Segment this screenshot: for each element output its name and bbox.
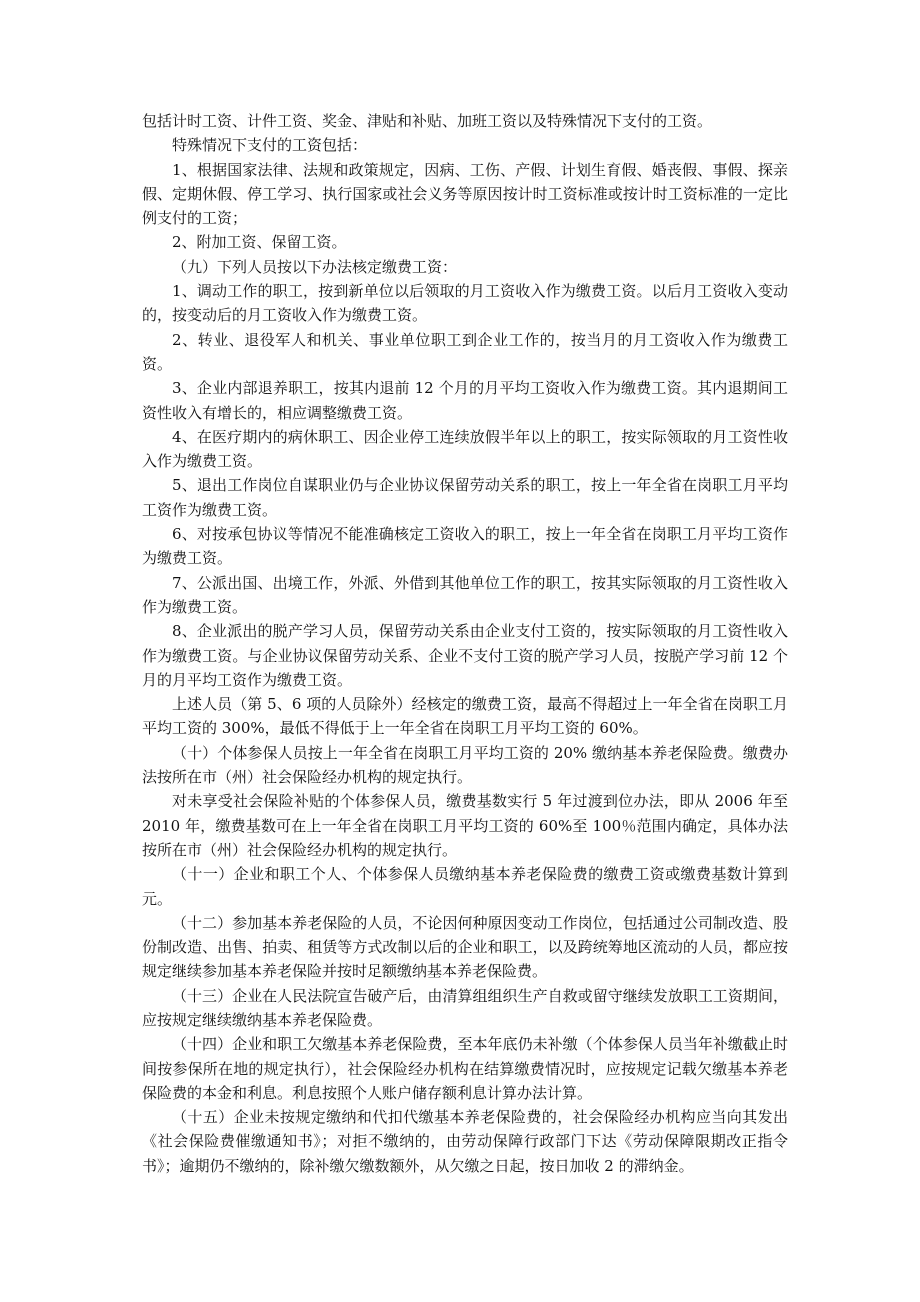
paragraph: 2、附加工资、保留工资。 <box>172 233 347 252</box>
paragraph: 上述人员（第 5、6 项的人员除外）经核定的缴费工资，最高不得超过上一年全省在岗职工月平均工资的 300%，最低不得低于上一年全省在岗职工月平均工资的 60%。 <box>142 695 788 738</box>
paragraph: 1、根据国家法律、法规和政策规定，因病、工伤、产假、计划生育假、婚丧假、事假、探亲假、定期休假、停工学习、执行国家或社会义务等原因按计时工资标准或按计时工资标准的一定比例支付的工资； <box>142 160 788 228</box>
section-paragraph: （十三）企业在人民法院宣告破产后，由清算组组织生产自救或留守继续发放职工工资期间，应按规定继续缴纳基本养老保险费。 <box>142 986 788 1029</box>
paragraph: 1、调动工作的职工，按到新单位以后领取的月工资收入作为缴费工资。以后月工资收入变动的，按变动后的月工资收入作为缴费工资。 <box>142 282 788 325</box>
paragraph: 4、在医疗期内的病休职工、因企业停工连续放假半年以上的职工，按实际领取的月工资性收入作为缴费工资。 <box>142 427 788 471</box>
section-paragraph: （十一）企业和职工个人、个体参保人员缴纳基本养老保险费的缴费工资或缴费基数计算到元。 <box>142 865 788 908</box>
section-paragraph: （十二）参加基本养老保险的人员，不论因何种原因变动工作岗位，包括通过公司制改造、股份制改造、出售、拍卖、租赁等方式改制以后的企业和职工，以及跨统筹地区流动的人员，都应按规定继续参加基本养老保险并按时足额缴纳基本养老保险费。 <box>142 913 788 981</box>
document-body <box>142 109 788 1178</box>
paragraph: 7、公派出国、出境工作，外派、外借到其他单位工作的职工，按其实际领取的月工资性收入作为缴费工资。 <box>142 573 788 616</box>
paragraph: 3、企业内部退养职工，按其内退前 12 个月的月平均工资收入作为缴费工资。其内退期间工资性收入有增长的，相应调整缴费工资。 <box>142 379 788 422</box>
section-heading: （九）下列人员按以下办法核定缴费工资： <box>172 257 458 276</box>
paragraph: 5、退出工作岗位自谋职业仍与企业协议保留劳动关系的职工，按上一年全省在岗职工月平均工资作为缴费工资。 <box>142 476 788 519</box>
paragraph: 2、转业、退役军人和机关、事业单位职工到企业工作的，按当月的月工资收入作为缴费工资。 <box>142 330 788 373</box>
section-paragraph: （十五）企业未按规定缴纳和代扣代缴基本养老保险费的，社会保险经办机构应当向其发出《社会保险费催缴通知书》；对拒不缴纳的，由劳动保障行政部门下达《劳动保障限期改正指令书》；逾期仍不缴纳的，除补缴欠缴数额外，从欠缴之日起，按日加收 2 的滞纳金。 <box>142 1108 788 1175</box>
section-paragraph: （十四）企业和职工欠缴基本养老保险费，至本年底仍未补缴（个体参保人员当年补缴截止时间按参保所在地的规定执行），社会保险经办机构在结算缴费情况时，应按规定记载欠缴基本养老保险费的本金和利息。利息按照个人账户储存额利息计算办法计算。 <box>142 1035 788 1102</box>
paragraph: 特殊情况下支付的工资包括： <box>172 136 368 155</box>
paragraph: 对未享受社会保险补贴的个体参保人员，缴费基数实行 5 年过渡到位办法，即从 2006 年至 2010 年，缴费基数可在上一年全省在岗职工月平均工资的 60%至 100％范围内确定，具体办法按所在市（州）社会保险经办机构的规定执行。 <box>142 792 788 859</box>
section-paragraph: （十）个体参保人员按上一年全省在岗职工月平均工资的 20% 缴纳基本养老保险费。缴费办法按所在市（州）社会保险经办机构的规定执行。 <box>142 743 788 787</box>
paragraph: 8、企业派出的脱产学习人员，保留劳动关系由企业支付工资的，按实际领取的月工资性收入作为缴费工资。与企业协议保留劳动关系、企业不支付工资的脱产学习人员，按脱产学习前 12 个月的月平均工资作为缴费工资。 <box>142 622 788 689</box>
paragraph: 6、对按承包协议等情况不能准确核定工资收入的职工，按上一年全省在岗职工月平均工资作为缴费工资。 <box>142 525 788 568</box>
paragraph: 包括计时工资、计件工资、奖金、津贴和补贴、加班工资以及特殊情况下支付的工资。 <box>142 112 713 130</box>
